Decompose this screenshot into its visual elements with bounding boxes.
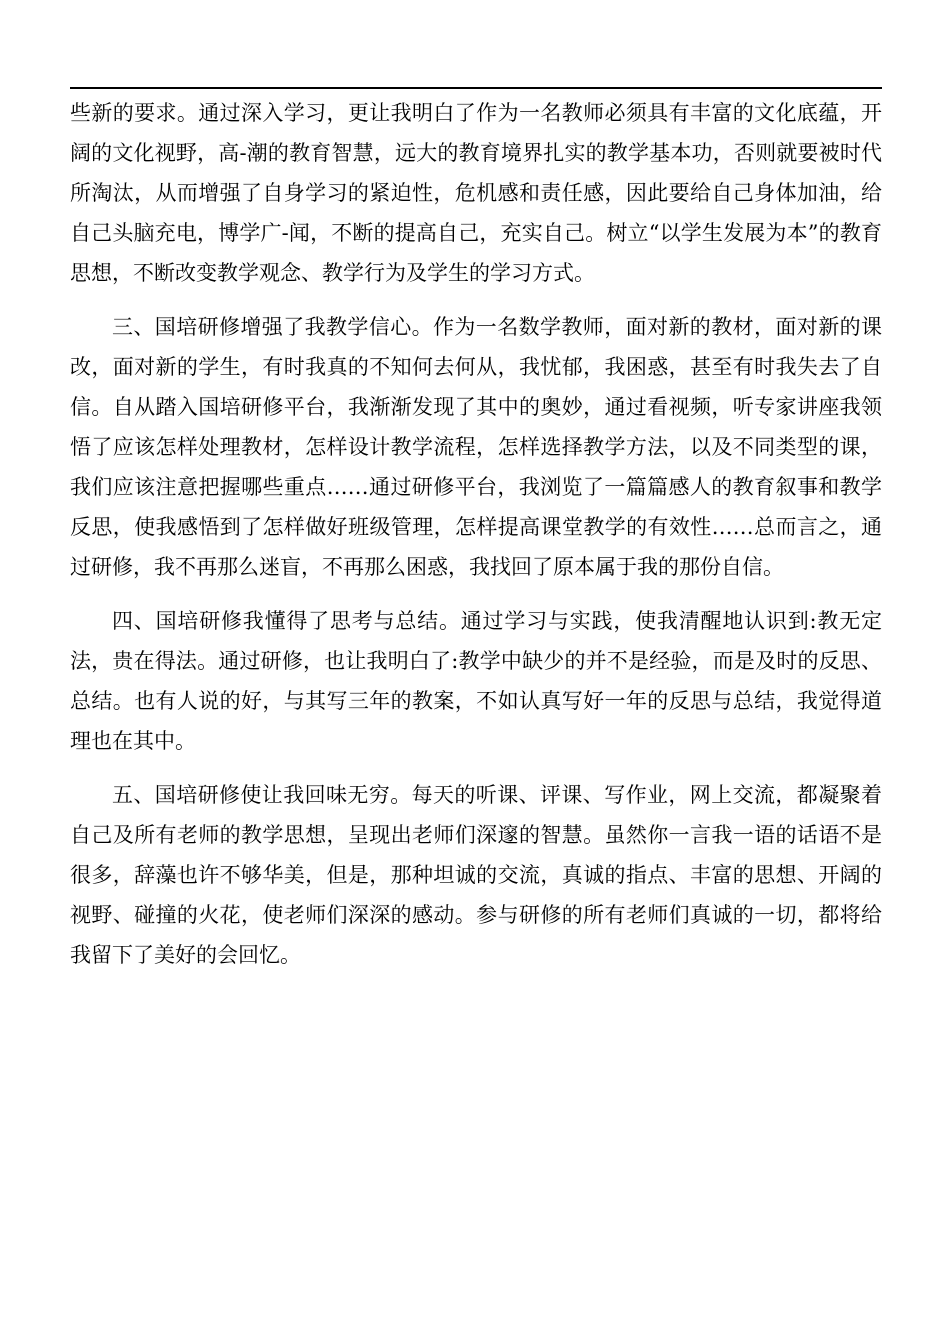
paragraph-section-five: 五、国培研修使让我回味无穷。每天的听课、评课、写作业，网上交流，都凝聚着自己及所有老师的教学思想，呈现出老师们深邃的智慧。虽然你一言我一语的话语不是很多，辞藻也许不够华美，但是，那种坦诚的交流，真诚的指点、丰富的思想、开阔的视野、碰撞的火花，使老师们深深的感动。参与研修的所有老师们真诚的一切，都将给我留下了美好的会回忆。: [70, 783, 882, 967]
paragraph-continuation: 些新的要求。通过深入学习，更让我明白了作为一名教师必须具有丰富的文化底蕴，开阔的文化视野，高-潮的教育智慧，远大的教育境界扎实的教学基本功，否则就要被时代所淘汰，从而增强了自身学习的紧迫性，危机感和责任感，因此要给自己身体加油，给自己头脑充电，博学广-闻，不断的提高自己，充实自己。树立“以学生发展为本”的教育思想，不断改变教学观念、教学行为及学生的学习方式。: [70, 101, 882, 285]
header-rule: [70, 87, 882, 89]
paragraph-section-three: 三、国培研修增强了我教学信心。作为一名数学教师，面对新的教材，面对新的课改，面对新的学生，有时我真的不知何去何从，我忧郁，我困惑，甚至有时我失去了自信。自从踏入国培研修平台，我渐渐发现了其中的奥妙，通过看视频，听专家讲座我领悟了应该怎样处理教材，怎样设计教学流程，怎样选择教学方法，以及不同类型的课，我们应该注意把握哪些重点……通过研修平台，我浏览了一篇篇感人的教育叙事和教学反思，使我感悟到了怎样做好班级管理，怎样提高课堂教学的有效性……总而言之，通过研修，我不再那么迷盲，不再那么困惑，我找回了原本属于我的那份自信。: [70, 315, 882, 579]
document-body: [70, 93, 882, 989]
paragraph-section-four: 四、国培研修我懂得了思考与总结。通过学习与实践，使我清醒地认识到:教无定法，贵在得法。通过研修，也让我明白了:教学中缺少的并不是经验，而是及时的反思、总结。也有人说的好，与其写三年的教案，不如认真写好一年的反思与总结，我觉得道理也在其中。: [70, 609, 882, 753]
